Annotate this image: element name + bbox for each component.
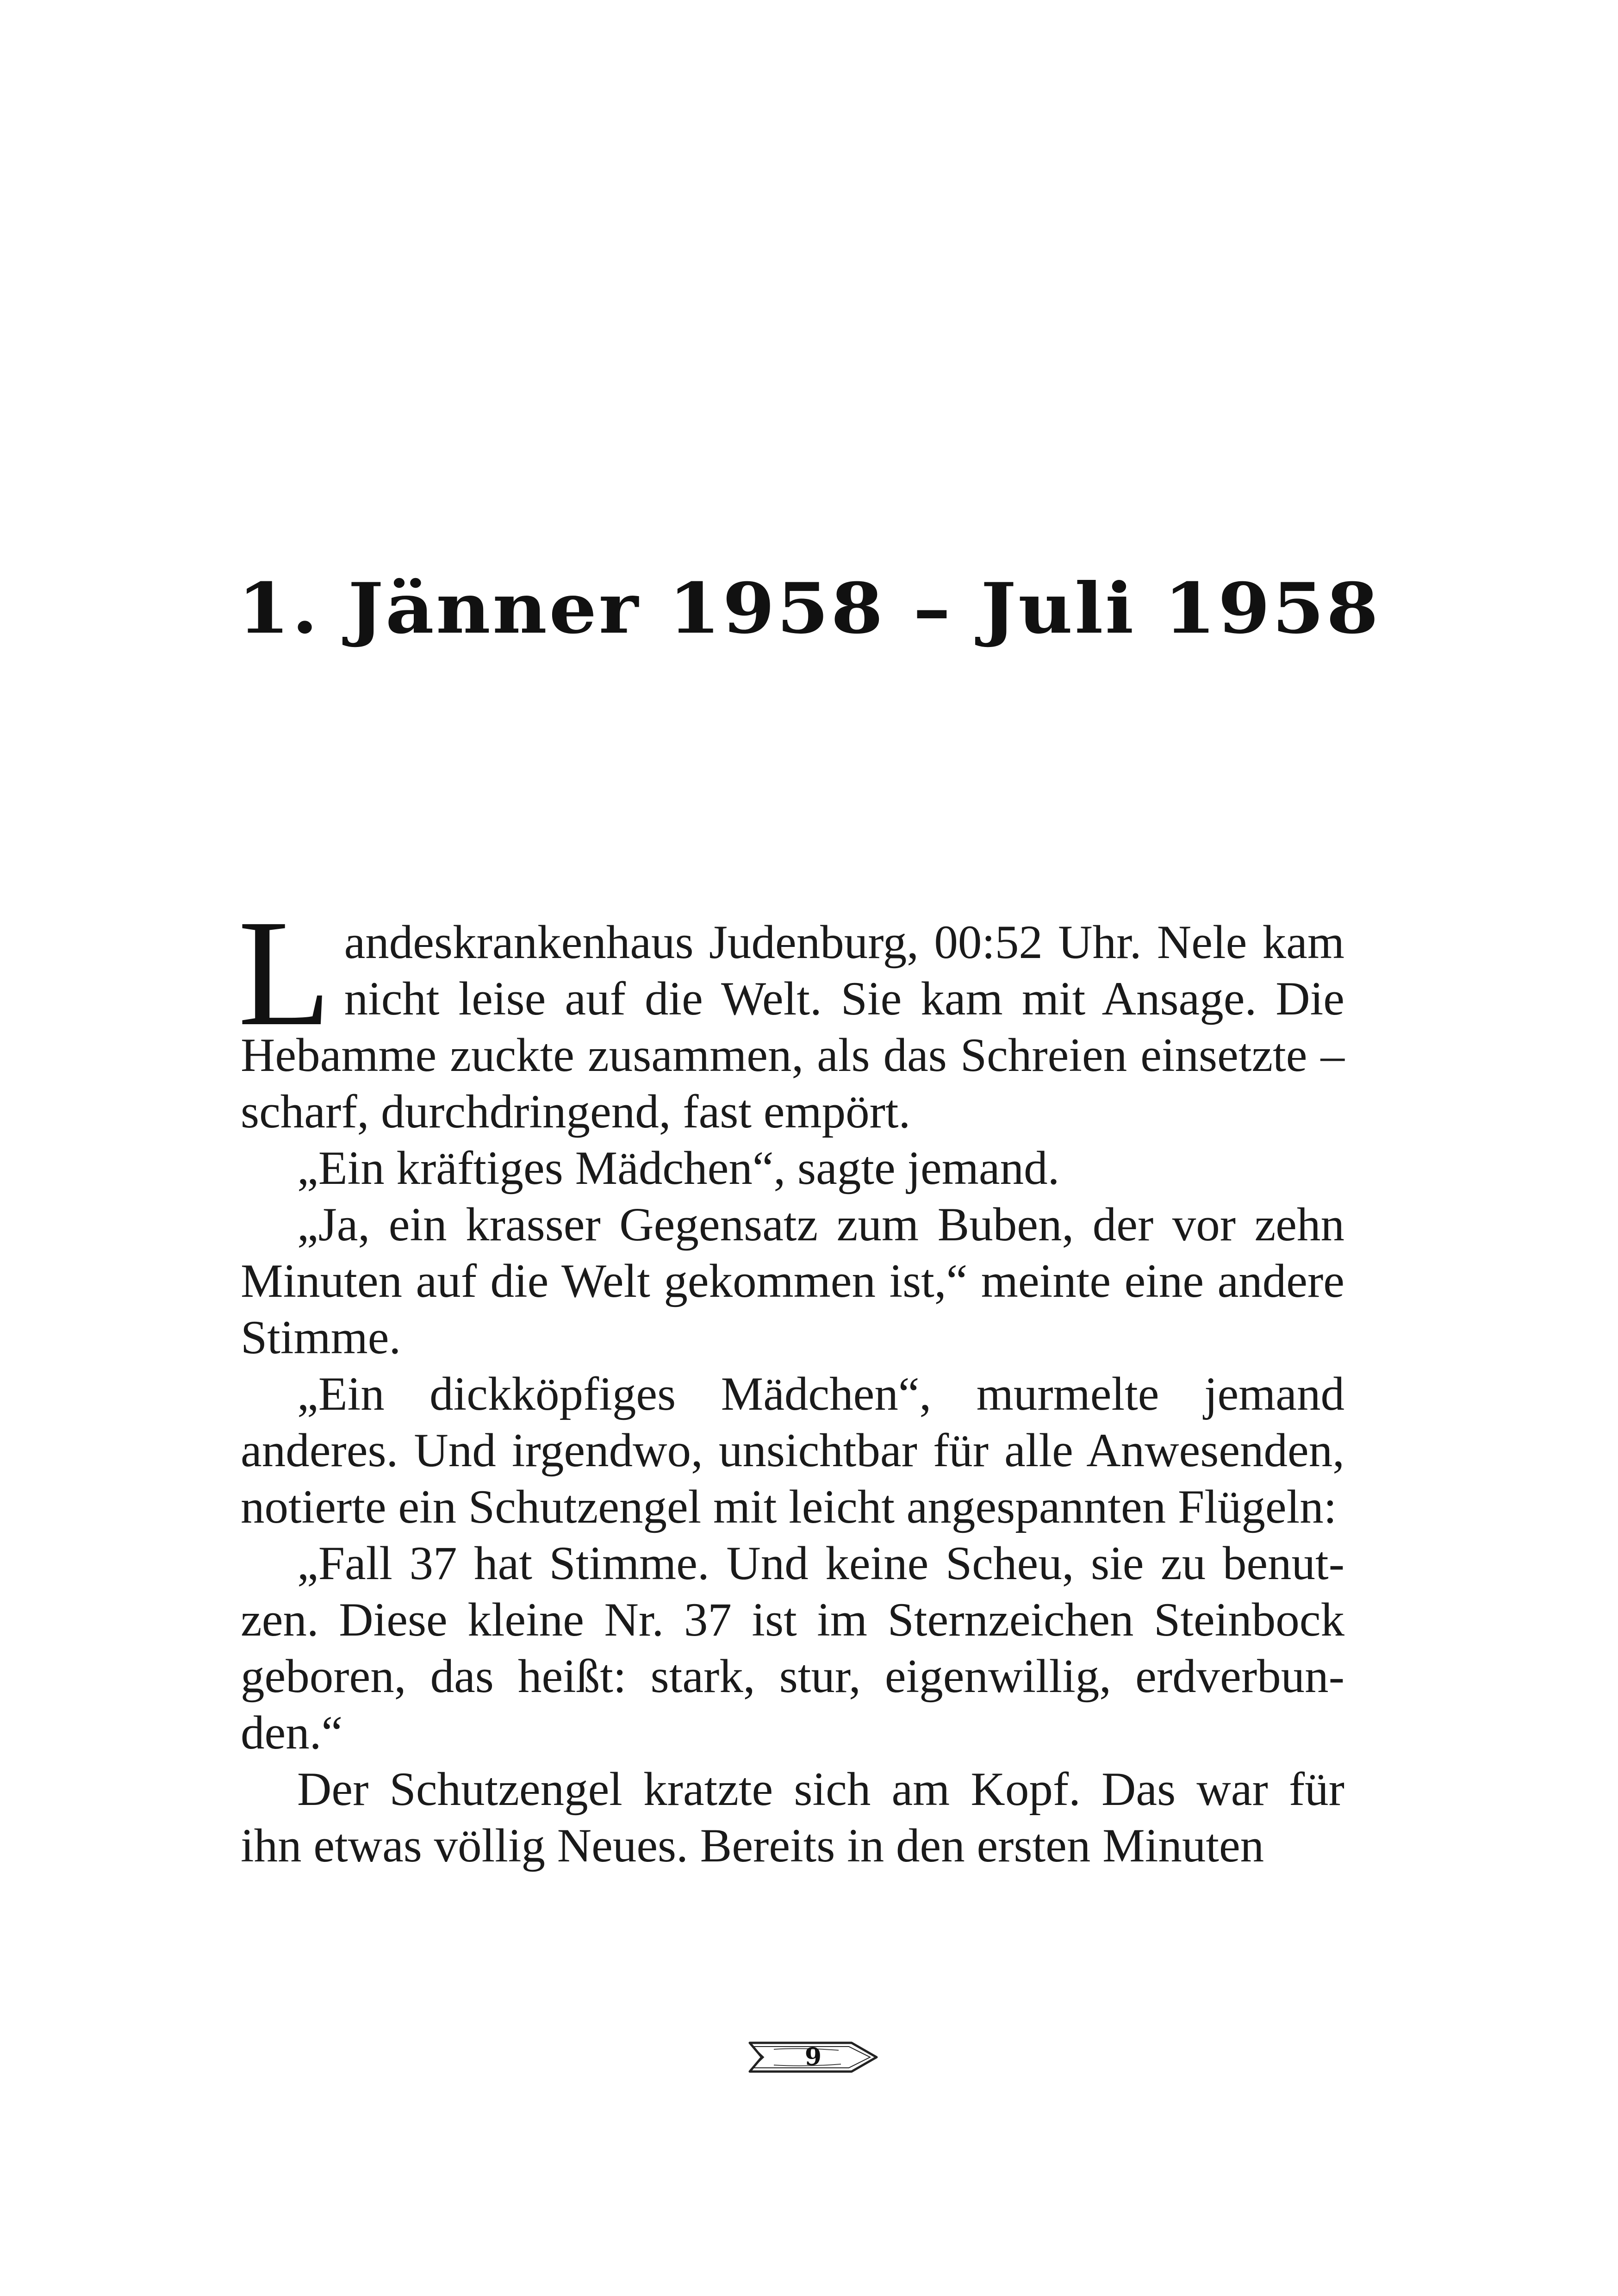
paragraph-1 bbox=[238, 889, 1344, 1140]
body-text bbox=[238, 889, 1344, 1874]
paragraph-4: „Ein dickköpfiges Mädchen“, murmelte jemand anderes. Und irgendwo, unsichtbar für alle Anwesenden, notierte ein Schutzengel mit leicht angespannten Flügeln: bbox=[241, 1368, 1344, 1533]
drop-cap: L bbox=[238, 889, 331, 1058]
chapter-title: 1. Jänner 1958 – Juli 1958 bbox=[237, 568, 1381, 649]
page-number: 9 bbox=[804, 2043, 822, 2071]
paragraph-1-text: andeskrankenhaus Judenburg, 00:52 Uhr. Nele kam nicht leise auf die Welt. Sie kam mit Ansage. Die Hebamme zuckte zusammen, als das Schreien einsetzte – scharf, durchdringend, fast empört. bbox=[241, 916, 1344, 1138]
paragraph-6: Der Schutzengel kratzte sich am Kopf. Das war für ihn etwas völlig Neues. Bereits in den ersten Minuten bbox=[241, 1763, 1344, 1872]
paragraph-2: „Ein kräftiges Mädchen“, sagte jemand. bbox=[297, 1142, 1060, 1195]
paragraph-3: „Ja, ein krasser Gegensatz zum Buben, der vor zehn Minuten auf die Welt gekommen ist,“ meinte eine andere Stimme. bbox=[241, 1198, 1344, 1364]
paragraph-5: „Fall 37 hat Stimme. Und keine Scheu, sie zu benutzen. Diese kleine Nr. 37 ist im Sternzeichen Steinbock geboren, das heißt: stark, stur, eigenwillig, erdverbunden.“ bbox=[241, 1537, 1344, 1759]
page-number-ribbon bbox=[746, 2036, 880, 2078]
